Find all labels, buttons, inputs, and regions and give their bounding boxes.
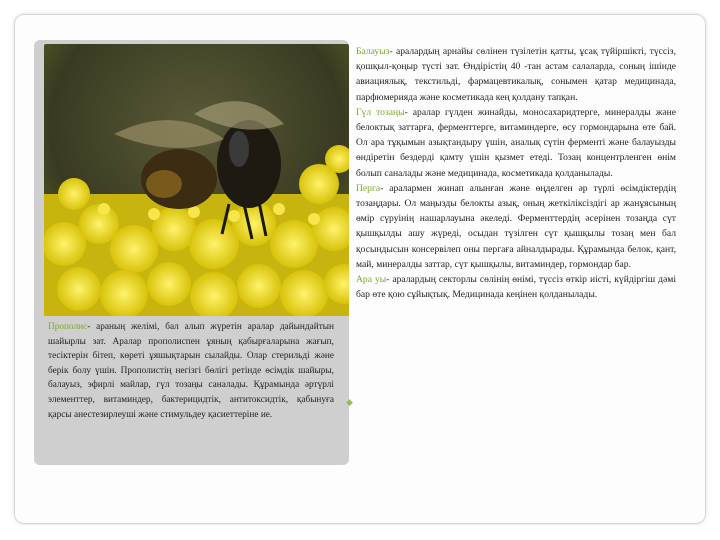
bee-venom-term: Ара уы [356,274,387,286]
perga-text: - аралармен жинап алынған және өңделген әр түрлі өсімдіктердің тозаңдары. Ол маңызды белокты азық, оның жеткіліксіздігі ар жанұясының өмір сүруінің нашарлауына әкеледі. Ферменттердің әсерінен тозаңда сүт қышқылды ашу жүреді, осыдан түзілген сүт қышқылы тозаң мен бал қосындысын консервілеп оны пергаға айналдырады. Құрамында белок, қант, май, минералды заттар, сүт қышқылы, витаминдер, гормондар бар. [356,182,676,270]
bee-products-list [356,44,676,464]
pollen-text: - аралар гүлден жинайды, моносахаридтерге, минералды және белоктық заттарға, ферменттерге, витаминдерге, өсу гормондарына өте бай. Ол ара тұқымын азықтандыру үшін, аналық сүтін ферменті және балауызды өндіретін бездерді қамту үшін қызмет етеді. Тозаң концентрленген өнім болып саналады және медицинада, косметикада қолданылады. [356,106,676,179]
pollen-term: Гүл тозаңы [356,106,405,118]
perga-term: Перга [356,182,381,194]
bee-on-flower-photo-icon [44,44,349,316]
list-item [356,44,676,105]
bee-photo [44,44,349,316]
bee-venom-text: - аралардың секторлы сөлінің өнімі, түссіз өткір иісті, күйдіргіш дәмі бар өте қою сұйықтық. Медицинада кеңінен қолданылады. [356,274,677,301]
beeswax-term: Балауыз [356,46,390,57]
list-item [356,105,676,181]
beeswax-text: - аралардың арнайы сөлінен түзілетін қатты, ұсақ түйіршікті, түссіз, қошқыл-қоңыр түсті зат. Өндірістің 40 -тан астам салаларда, соның ішінде авиациялық, текстильді, фармацевтикалық, сонымен қатар медицинада, парфюмерияда және косметикада кең қолдану тапқан. [356,46,676,103]
list-item [356,181,676,272]
propolis-term: Прополис [48,322,88,332]
propolis-description [48,320,334,460]
bullet-icon: ◆ [346,397,353,407]
propolis-text: - араның желімі, бал алып жүретін аралар дайындайтын шайырлы зат. Аралар прополиспен ұяның қабырғаларына жағып, тесіктерін бітеп, көреті ұяшықтарын сылайды. Олар стерильді және берік болу үшін. Прополистің негізгі бөлігі ретінде өсімдік шайыры, балауыз, эфирлі майлар, гүл тозаңы саналады. Құрамында әртүрлі элементтер, витаминдер, бактерицидтік, антитоксидтік, қабынуға қарсы анестезирлеуші және стимульдеу қасиеттеріне ие. [48,322,334,420]
list-item [356,272,676,302]
